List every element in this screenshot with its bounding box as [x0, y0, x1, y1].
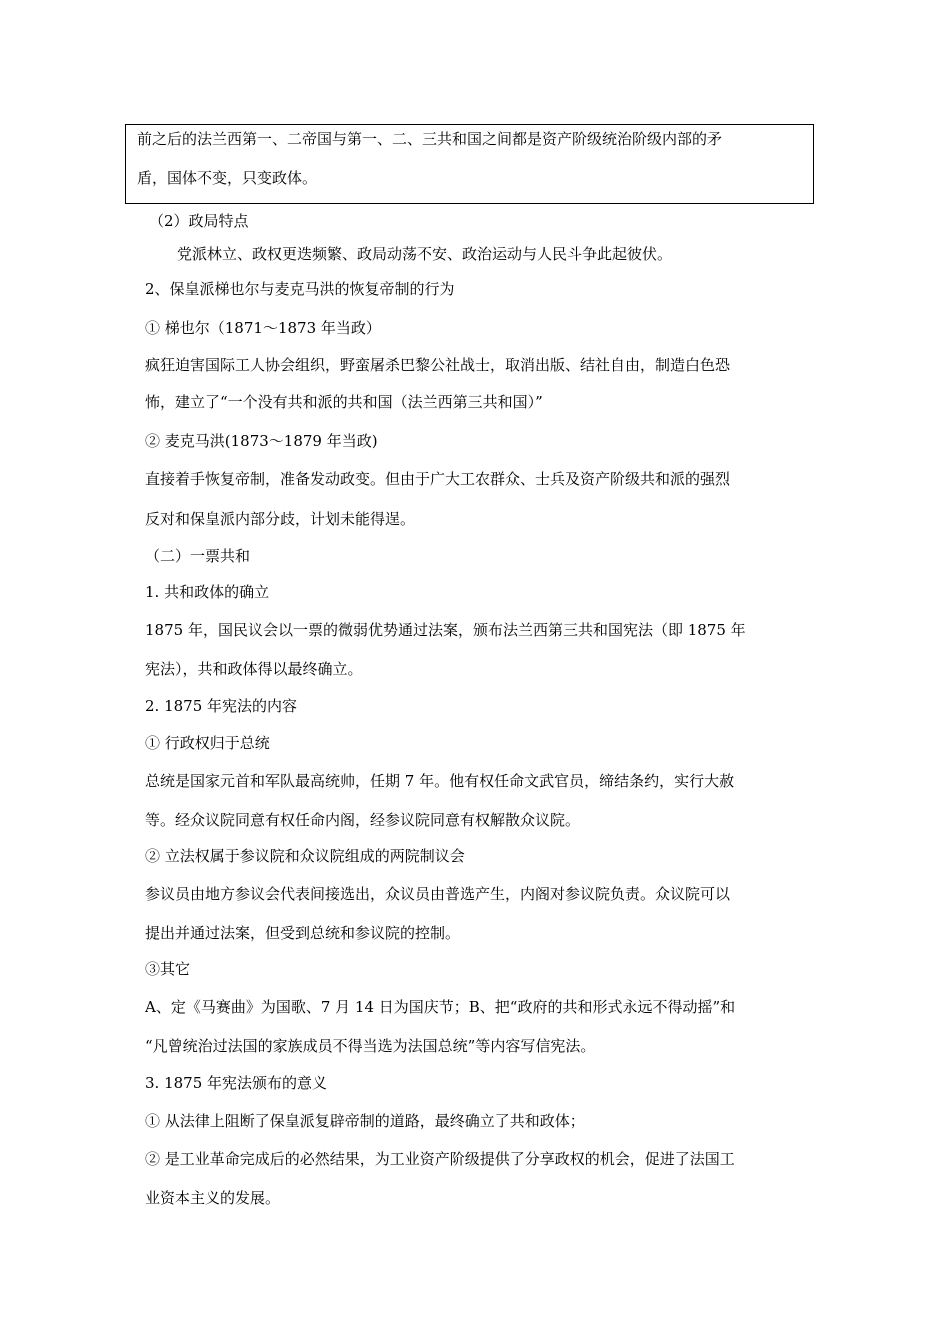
thiers-line-1: 疯狂迫害国际工人协会组织，野蛮屠杀巴黎公社战士，取消出版、结社自由，制造白色恐	[145, 356, 731, 374]
thiers-heading: ① 梯也尔（1871～1873 年当政）	[145, 319, 381, 337]
macmahon-line-2: 反对和保皇派内部分歧，计划未能得逞。	[145, 510, 416, 528]
box-line-2: 盾，国体不变，只变政体。	[137, 169, 318, 187]
macmahon-line-1: 直接着手恢复帝制，准备发动政变。但由于广大工农群众、士兵及资产阶级共和派的强烈	[145, 470, 731, 488]
sub1-line-1: 1875 年，国民议会以一票的微弱优势通过法案，颁布法兰西第三共和国宪法（即 1875 年	[145, 621, 746, 639]
section-2-text: 党派林立、政权更迭频繁、政局动荡不安、政治运动与人民斗争此起彼伏。	[177, 245, 673, 263]
other-heading: ③其它	[145, 960, 191, 978]
macmahon-heading: ② 麦克马洪(1873～1879 年当政)	[145, 432, 378, 450]
other-line-2: “凡曾统治过法国的家族成员不得当选为法国总统”等内容写信宪法。	[145, 1037, 596, 1055]
thiers-line-2: 怖，建立了“一个没有共和派的共和国（法兰西第三共和国）”	[145, 393, 543, 411]
sub3-heading: 3. 1875 年宪法颁布的意义	[145, 1074, 328, 1092]
item-2-heading: 2、保皇派梯也尔与麦克马洪的恢复帝制的行为	[145, 280, 455, 298]
sub3-point-1: ① 从法律上阻断了保皇派复辟帝制的道路，最终确立了共和政体；	[145, 1112, 585, 1130]
section-2-heading: （2）政局特点	[149, 212, 249, 230]
sub3-point-2-line-1: ② 是工业革命完成后的必然结果，为工业资产阶级提供了分享政权的机会，促进了法国工	[145, 1150, 735, 1168]
leg-line-2: 提出并通过法案，但受到总统和参议院的控制。	[145, 924, 461, 942]
exec-line-1: 总统是国家元首和军队最高统帅，任期 7 年。他有权任命文武官员，缔结条约，实行大赦	[145, 772, 735, 790]
other-line-1: A、定《马赛曲》为国歌、7 月 14 日为国庆节；B、把“政府的共和形式永远不得动摇”和	[145, 998, 736, 1016]
sub3-point-2-line-2: 业资本主义的发展。	[145, 1189, 281, 1207]
exec-heading: ① 行政权归于总统	[145, 734, 270, 752]
sub2-heading: 2. 1875 年宪法的内容	[145, 697, 298, 715]
sub1-heading: 1. 共和政体的确立	[145, 583, 270, 601]
box-line-1: 前之后的法兰西第一、二帝国与第一、二、三共和国之间都是资产阶级统治阶级内部的矛	[137, 130, 723, 148]
exec-line-2: 等。经众议院同意有权任命内阁，经参议院同意有权解散众议院。	[145, 811, 581, 829]
leg-line-1: 参议员由地方参议会代表间接选出，众议员由普选产生，内阁对参议院负责。众议院可以	[145, 885, 731, 903]
leg-heading: ② 立法权属于参议院和众议院组成的两院制议会	[145, 847, 465, 865]
sub1-line-2: 宪法），共和政体得以最终确立。	[145, 660, 363, 678]
part-two-heading: （二）一票共和	[145, 547, 251, 565]
